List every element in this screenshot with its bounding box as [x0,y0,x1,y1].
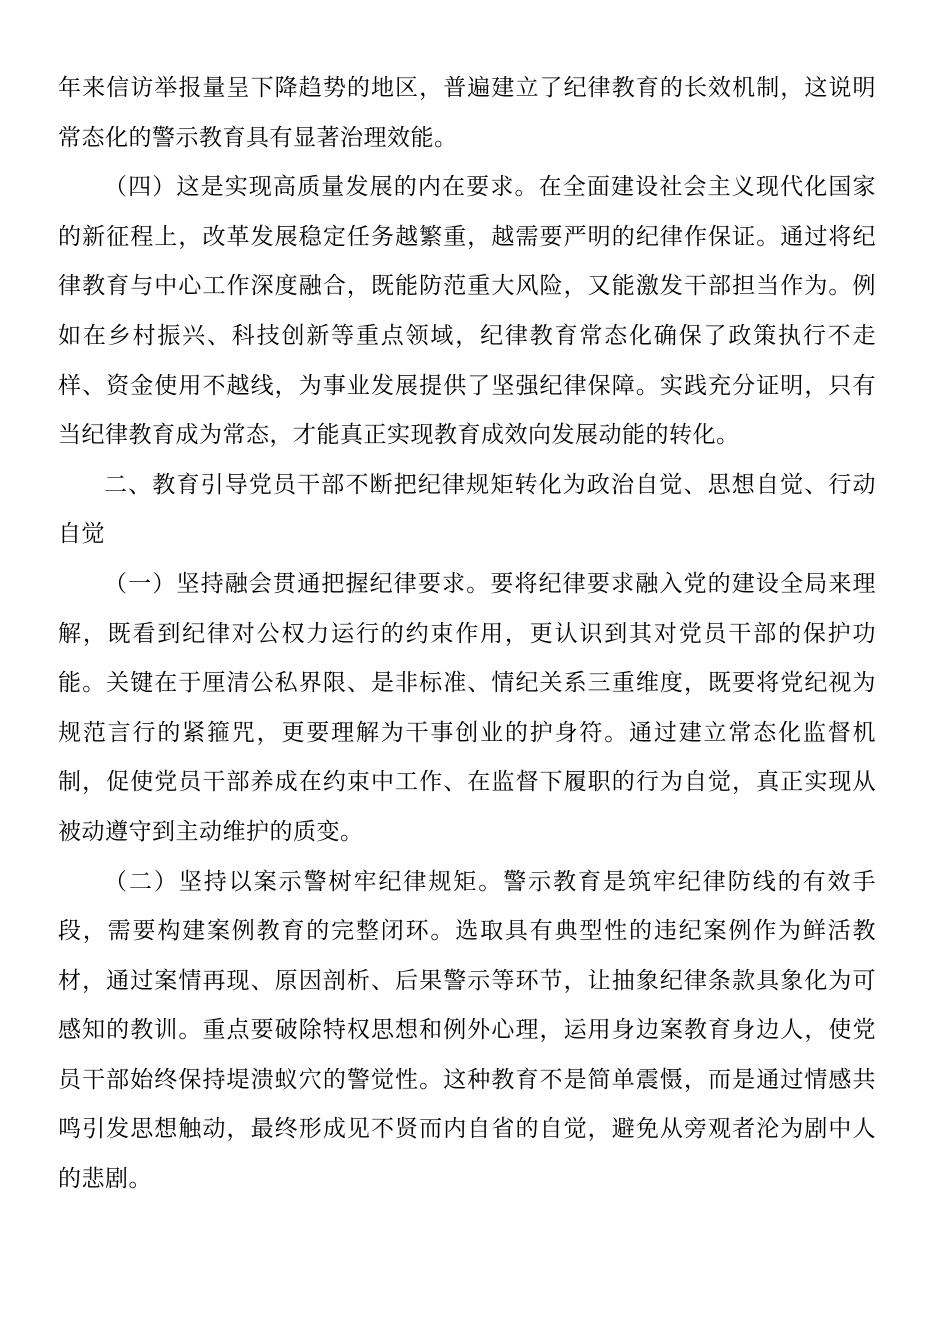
paragraph-section-1: （一）坚持融会贯通把握纪律要求。要将纪律要求融入党的建设全局来理解，既看到纪律对公权力运行的约束作用，更认识到其对党员干部的保护功能。关键在于厘清公私界限、是非标准、情纪关系三重维度，既要将党纪视为规范言行的紧箍咒，更要理解为干事创业的护身符。通过建立常态化监督机制，促使党员干部养成在约束中工作、在监督下履职的行为自觉，真正实现从被动遵守到主动维护的质变。 [58,570,876,845]
paragraph-section-4: （四）这是实现高质量发展的内在要求。在全面建设社会主义现代化国家的新征程上，改革发展稳定任务越繁重，越需要严明的纪律作保证。通过将纪律教育与中心工作深度融合，既能防范重大风险，又能激发干部担当作为。例如在乡村振兴、科技创新等重点领域，纪律教育常态化确保了政策执行不走样、资金使用不越线，为事业发展提供了坚强纪律保障。实践充分证明，只有当纪律教育成为常态，才能真正实现教育成效向发展动能的转化。 [58,174,876,449]
paragraph-continuation: 年来信访举报量呈下降趋势的地区，普遍建立了纪律教育的长效机制，这说明常态化的警示教育具有显著治理效能。 [58,75,876,151]
paragraph-section-2: （二）坚持以案示警树牢纪律规矩。警示教育是筑牢纪律防线的有效手段，需要构建案例教育的完整闭环。选取具有典型性的违纪案例作为鲜活教材，通过案情再现、原因剖析、后果警示等环节，让抽象纪律条款具象化为可感知的教训。重点要破除特权思想和例外心理，运用身边案教育身边人，使党员干部始终保持堤溃蚁穴的警觉性。这种教育不是简单震慑，而是通过情感共鸣引发思想触动，最终形成见不贤而内自省的自觉，避免从旁观者沦为剧中人的悲剧。 [58,868,876,1193]
document-body [58,64,876,1205]
heading-part-2: 二、教育引导党员干部不断把纪律规矩转化为政治自觉、思想自觉、行动自觉 [58,471,876,548]
